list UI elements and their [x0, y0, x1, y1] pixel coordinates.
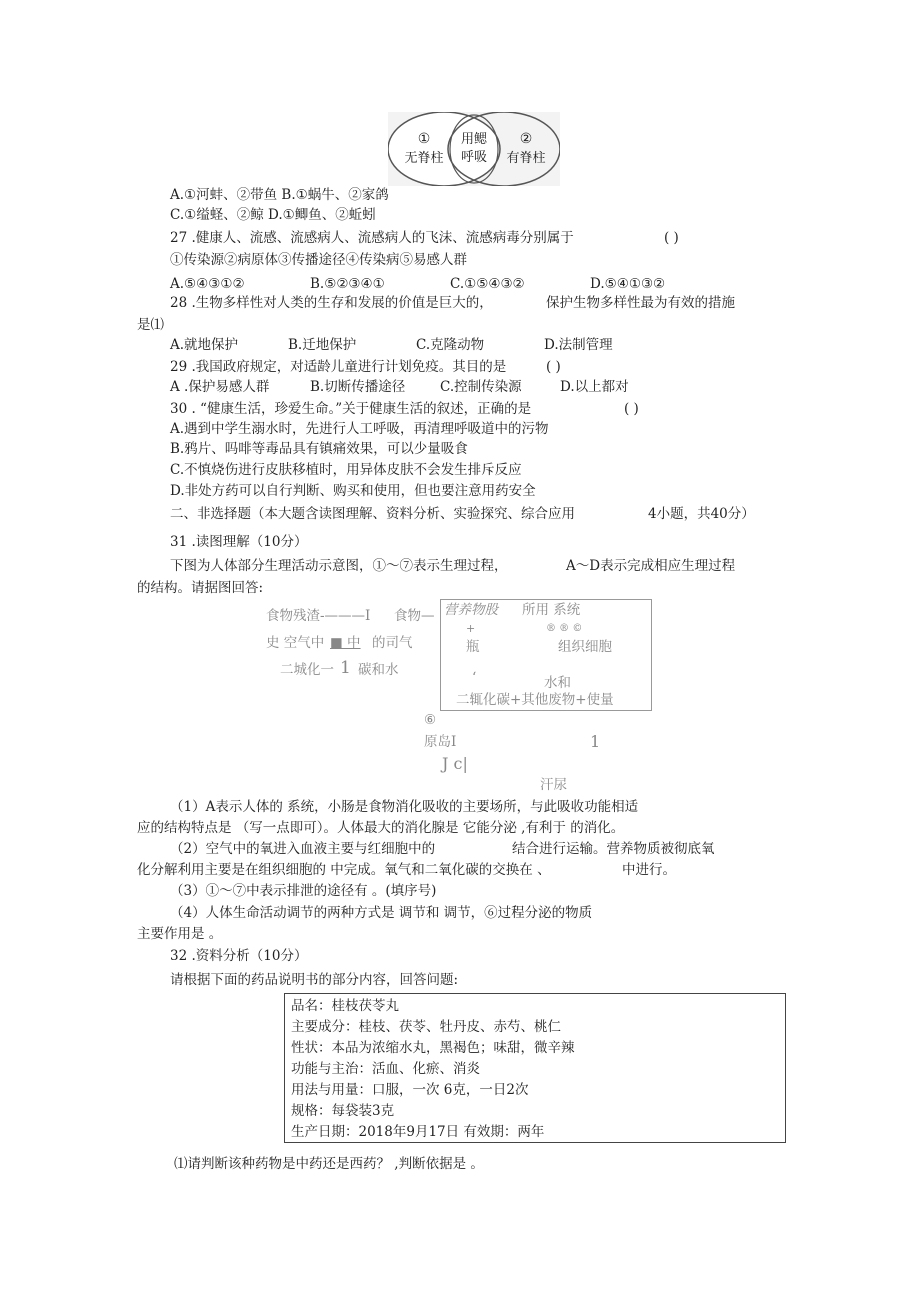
- q30-option-d: D.非处方药可以自行判断、购买和使用，但也要注意用药安全: [170, 483, 536, 499]
- medicine-spec: 规格：每袋装3克: [291, 1103, 395, 1119]
- q27-option-a: A.⑤④③①②: [170, 276, 245, 292]
- diagram-wastes: 二辄化碳+其他废物+使量: [456, 692, 614, 708]
- venn-right-num: ②: [519, 131, 533, 147]
- q31-intro-a: 下图为人体部分生理活动示意图，①～⑦表示生理过程，: [170, 558, 508, 574]
- q30-option-c: C.不慎烧伤进行皮肤移植时，用异体皮肤不会发生排斥反应: [170, 462, 522, 478]
- q31-part2-a: （2）空气中的氧进入血液主要与红细胞中的: [170, 841, 436, 857]
- diagram-co2-label: 二城化一: [280, 662, 334, 678]
- q26-options-ab: A.①河蚌、②带鱼 B.①蜗牛、②家鸽: [170, 187, 389, 203]
- venn-diagram: [388, 112, 560, 186]
- q31-title: 31 .读图理解（10分）: [170, 534, 308, 550]
- q27-items: ①传染源②病原体③传播途径④传染病⑤易感人群: [170, 252, 467, 268]
- venn-right-label: 有脊柱: [506, 151, 546, 166]
- section2-heading-b: 4小题，共40分）: [648, 506, 755, 522]
- q29-option-c: C.控制传染源: [440, 379, 522, 395]
- diagram-marks: ® ® ©: [546, 623, 583, 634]
- diagram-food-residue: 食物残渣-———I: [266, 608, 371, 624]
- q27-option-b: B.⑤②③④①: [310, 276, 385, 292]
- q28-stem-b: 保护生物多样性最为有效的措施: [546, 295, 735, 311]
- q27-option-d: D.⑤④①③②: [590, 276, 666, 292]
- q31-part2-b: 结合进行运输。营养物质被彻底氧: [512, 841, 715, 857]
- venn-left-num: ①: [417, 131, 431, 147]
- diagram-air: 史 空气中: [266, 635, 325, 651]
- diagram-structure-c: J c|: [442, 754, 468, 773]
- q28-option-d: D.法制管理: [544, 337, 613, 353]
- q32-question1: ⑴请判断该种药物是中药还是西药？ ,判断依据是 。: [174, 1156, 484, 1172]
- diagram-oxygen: 瓶: [466, 639, 480, 655]
- q30-option-a: A.遇到中学生溺水时，先进行人工呼吸，再清理呼吸道中的污物: [170, 421, 549, 437]
- q27-stem: 27 .健康人、流感、流感病人、流感病人的飞沫、流感病毒分别属于: [170, 230, 574, 246]
- q27-paren: ( ): [664, 230, 679, 246]
- diagram-gas: 的司气: [372, 635, 413, 651]
- q28-option-b: B.迁地保护: [288, 337, 357, 353]
- medicine-date: 生产日期：2018年9月17日 有效期：两年: [291, 1124, 545, 1140]
- diagram-plus: +: [466, 622, 476, 635]
- q32-title: 32 .资料分析（10分）: [170, 948, 308, 964]
- diagram-carbon-water: 碳和水: [358, 662, 399, 678]
- q29-option-a: A .保护易感人群: [170, 379, 270, 395]
- diagram-urine-organ: 原岛I: [424, 734, 457, 750]
- q31-intro-c: 的结构。请据图回答:: [137, 580, 264, 596]
- q31-part1-b: 应的结构特点是 （写一点即可）。人体最大的消化腺是 它能分泌 ,有利于 的消化。: [137, 820, 625, 836]
- medicine-dosage: 用法与用量：口服，一次 6克，一日2次: [291, 1082, 529, 1098]
- q28-option-a: A.就地保护: [170, 337, 239, 353]
- venn-left-label: 无脊柱: [404, 151, 444, 166]
- diagram-system: 所用 系统: [522, 602, 581, 618]
- q29-option-d: D.以上都对: [560, 379, 629, 395]
- diagram-tissue-cells: 组织细胞: [558, 639, 612, 655]
- q31-part2-c: 化分解利用主要是在组织细胞的 中完成。氧气和二氧化碳的交换在 、: [137, 862, 551, 878]
- diagram-water-and: 水和: [544, 675, 571, 691]
- diagram-sweat-urine: 汗尿: [540, 777, 567, 793]
- q30-option-b: B.鸦片、吗啡等毒品具有镇痛效果，可以少量吸食: [170, 441, 468, 457]
- medicine-ingredients: 主要成分：桂枝、茯苓、牡丹皮、赤芍、桃仁: [291, 1019, 561, 1035]
- medicine-properties: 性状：本品为浓缩水丸，黑褐色；味甜，微辛辣: [291, 1040, 575, 1056]
- q29-stem: 29 .我国政府规定，对适龄儿童进行计划免疫。其目的是: [170, 359, 507, 375]
- diagram-process-6: ⑥: [424, 712, 437, 728]
- q26-options-cd: C.①缢蛏、②鲸 D.①鲫鱼、②蚯蚓: [170, 207, 376, 223]
- medicine-label-box: [284, 993, 786, 1143]
- diagram-nutrients: 营养物股: [444, 602, 498, 618]
- q31-part1-a: （1）A表示人体的 系统，小肠是食物消化吸收的主要场所，与此吸收功能相适: [170, 799, 639, 815]
- venn-mid-2: 呼吸: [460, 150, 488, 165]
- venn-mid-1: 用鳃: [460, 132, 488, 147]
- diagram-structure-b: ■ 中: [330, 635, 361, 651]
- q29-option-b: B.切断传播途径: [310, 379, 406, 395]
- q29-paren: ( ): [546, 359, 561, 375]
- q32-intro: 请根据下面的药品说明书的部分内容，回答问题:: [170, 972, 459, 988]
- q31-part3: （3）①～⑦中表示排泄的途径有 。(填序号): [170, 883, 437, 899]
- q31-part2-d: 中进行。: [622, 862, 676, 878]
- section2-heading-a: 二、非选择题（本大题含读图理解、资料分析、实验探究、综合应用: [170, 506, 575, 522]
- diagram-tick: ‘: [472, 670, 477, 686]
- q31-intro-b: A～D表示完成相应生理过程: [566, 558, 736, 574]
- q31-part4-a: （4）人体生命活动调节的两种方式是 调节和 调节，⑥过程分泌的物质: [170, 905, 593, 921]
- diagram-food: 食物—: [394, 608, 435, 624]
- diagram-arrow-mark: 1: [340, 658, 351, 678]
- left-circle: [388, 112, 500, 186]
- medicine-name: 品名：桂枝茯苓丸: [291, 998, 399, 1014]
- medicine-function: 功能与主治：活血、化瘀、消炎: [291, 1061, 480, 1077]
- q31-part4-b: 主要作用是 。: [137, 926, 223, 942]
- q30-stem: 30 . “健康生活，珍爱生命。”关于健康生活的叙述，正确的是: [170, 401, 532, 417]
- q28-stem-c: 是⑴: [137, 317, 164, 333]
- diagram-right-mark: 1: [590, 732, 601, 751]
- q30-paren: ( ): [624, 401, 639, 417]
- q27-option-c: C.①⑤④③②: [450, 276, 525, 292]
- q28-stem-a: 28 .生物多样性对人类的生存和发展的价值是巨大的，: [170, 295, 493, 311]
- q28-option-c: C.克隆动物: [416, 337, 485, 353]
